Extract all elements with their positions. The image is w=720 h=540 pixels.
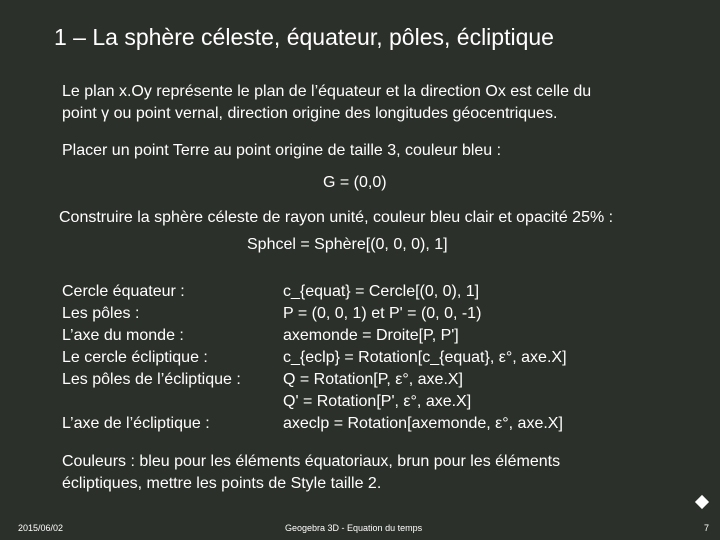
intro-line-2: point γ ou point vernal, direction origine des longitudes géocentriques.: [62, 105, 558, 122]
formula-terre: G = (0,0): [323, 174, 387, 191]
command-pole-q-prime: Q' = Rotation[P', ε°, axe.X]: [283, 393, 472, 410]
label-spacer: [62, 391, 241, 413]
label-axe-monde: L’axe du monde :: [62, 327, 184, 344]
intro-text: [62, 81, 591, 125]
step-terre: Placer un point Terre au point origine de taille 3, couleur bleu :: [62, 142, 502, 159]
label-poles-ecliptique: Les pôles de l’écliptique :: [62, 371, 241, 388]
colors-line-1: Couleurs : bleu pour les éléments équatoriaux, brun pour les éléments: [62, 453, 561, 470]
next-slide-icon[interactable]: [695, 495, 709, 509]
element-commands: [283, 281, 567, 435]
label-poles: Les pôles :: [62, 305, 140, 322]
footer-date: 2015/06/02: [18, 523, 64, 533]
colors-line-2: écliptiques, mettre les points de Style taille 2.: [62, 475, 382, 492]
label-cercle-ecliptique: Le cercle écliptique :: [62, 349, 208, 366]
formula-sphere: Sphcel = Sphère[(0, 0, 0), 1]: [247, 236, 448, 253]
step-sphere: Construire la sphère céleste de rayon unité, couleur bleu clair et opacité 25% :: [59, 209, 614, 226]
footer-title: Geogebra 3D - Equation du temps: [285, 523, 423, 533]
command-axe-ecliptique: axeclp = Rotation[axemonde, ε°, axe.X]: [283, 415, 563, 432]
colors-text: [62, 451, 560, 495]
page-number: 7: [704, 523, 710, 533]
label-cercle-equateur: Cercle équateur :: [62, 283, 185, 300]
command-pole-q: Q = Rotation[P, ε°, axe.X]: [283, 371, 463, 388]
label-axe-ecliptique: L’axe de l’écliptique :: [62, 415, 210, 432]
intro-line-1: Le plan x.Oy représente le plan de l’équateur et la direction Ox est celle du: [62, 83, 592, 100]
command-equateur: c_{equat} = Cercle[(0, 0), 1]: [283, 283, 480, 300]
command-axe-monde: axemonde = Droite[P, P']: [283, 327, 459, 344]
command-poles: P = (0, 0, 1) et P' = (0, 0, -1): [283, 305, 482, 322]
slide-title: 1 – La sphère céleste, équateur, pôles, écliptique: [54, 24, 554, 50]
element-labels: [62, 281, 241, 435]
command-ecliptique: c_{eclp} = Rotation[c_{equat}, ε°, axe.X]: [283, 349, 567, 366]
